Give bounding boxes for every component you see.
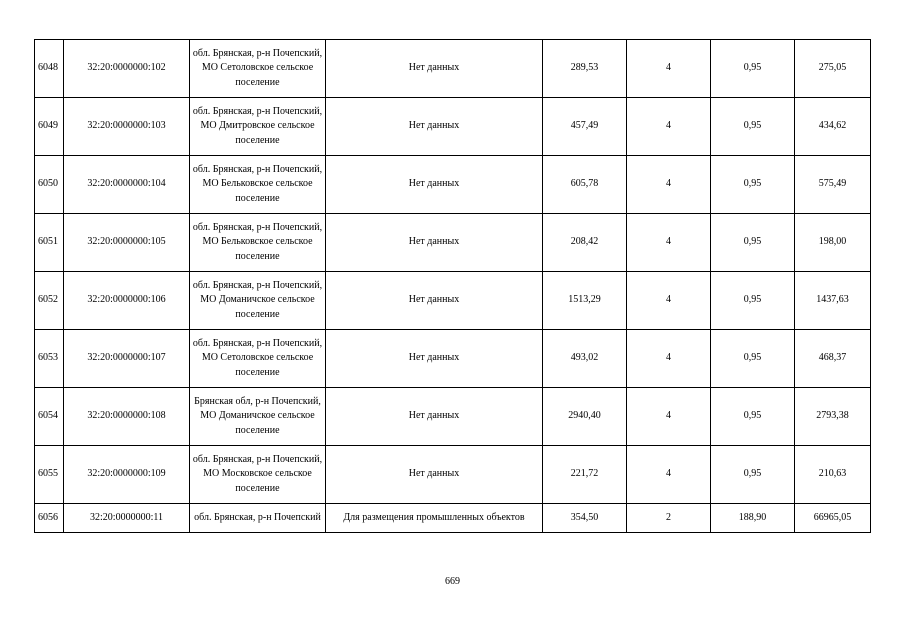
cell-area: 354,50 [543, 504, 627, 533]
cell-value: 1437,63 [795, 272, 871, 330]
cell-value: 468,37 [795, 330, 871, 388]
cell-category: 4 [627, 214, 711, 272]
cell-address: обл. Брянская, р-н Почепский, МО Московское сельское поселение [190, 446, 326, 504]
cell-purpose: Нет данных [326, 156, 543, 214]
cell-category: 4 [627, 330, 711, 388]
cell-cadastral: 32:20:0000000:103 [64, 98, 190, 156]
cell-category: 4 [627, 156, 711, 214]
cell-cadastral: 32:20:0000000:11 [64, 504, 190, 533]
table-row [35, 156, 871, 214]
cell-purpose: Нет данных [326, 330, 543, 388]
cell-category: 4 [627, 98, 711, 156]
cell-purpose: Нет данных [326, 388, 543, 446]
table-row [35, 504, 871, 533]
cell-cadastral: 32:20:0000000:109 [64, 446, 190, 504]
cell-num: 6048 [35, 40, 64, 98]
cell-area: 493,02 [543, 330, 627, 388]
cell-value: 198,00 [795, 214, 871, 272]
cell-category: 4 [627, 272, 711, 330]
cell-area: 208,42 [543, 214, 627, 272]
cell-num: 6056 [35, 504, 64, 533]
cell-value: 210,63 [795, 446, 871, 504]
cell-value: 575,49 [795, 156, 871, 214]
cell-purpose: Нет данных [326, 40, 543, 98]
cell-address: обл. Брянская, р-н Почепский, МО Сетоловское сельское поселение [190, 40, 326, 98]
cell-address: Брянская обл, р-н Почепский, МО Доманичское сельское поселение [190, 388, 326, 446]
cell-value: 434,62 [795, 98, 871, 156]
cell-coef: 0,95 [711, 214, 795, 272]
cell-area: 605,78 [543, 156, 627, 214]
cell-address: обл. Брянская, р-н Почепский, МО Сетоловское сельское поселение [190, 330, 326, 388]
cell-value: 275,05 [795, 40, 871, 98]
table-row [35, 330, 871, 388]
cell-area: 1513,29 [543, 272, 627, 330]
table-row [35, 98, 871, 156]
cell-category: 2 [627, 504, 711, 533]
cell-area: 2940,40 [543, 388, 627, 446]
cell-coef: 0,95 [711, 272, 795, 330]
cell-cadastral: 32:20:0000000:108 [64, 388, 190, 446]
cell-cadastral: 32:20:0000000:106 [64, 272, 190, 330]
cell-coef: 0,95 [711, 156, 795, 214]
table-row [35, 388, 871, 446]
page-number: 669 [445, 576, 460, 587]
cell-num: 6050 [35, 156, 64, 214]
cell-value: 66965,05 [795, 504, 871, 533]
cell-cadastral: 32:20:0000000:104 [64, 156, 190, 214]
cell-address: обл. Брянская, р-н Почепский, МО Доманичское сельское поселение [190, 272, 326, 330]
cell-num: 6049 [35, 98, 64, 156]
cell-num: 6051 [35, 214, 64, 272]
cell-purpose: Для размещения промышленных объектов [326, 504, 543, 533]
cell-address: обл. Брянская, р-н Почепский, МО Бельковское сельское поселение [190, 214, 326, 272]
table-row [35, 40, 871, 98]
cell-purpose: Нет данных [326, 446, 543, 504]
cell-value: 2793,38 [795, 388, 871, 446]
cell-cadastral: 32:20:0000000:105 [64, 214, 190, 272]
cell-num: 6053 [35, 330, 64, 388]
cell-area: 221,72 [543, 446, 627, 504]
cell-num: 6055 [35, 446, 64, 504]
cell-purpose: Нет данных [326, 98, 543, 156]
cell-category: 4 [627, 40, 711, 98]
cell-address: обл. Брянская, р-н Почепский [190, 504, 326, 533]
cell-coef: 0,95 [711, 40, 795, 98]
cell-cadastral: 32:20:0000000:107 [64, 330, 190, 388]
cell-address: обл. Брянская, р-н Почепский, МО Дмитровское сельское поселение [190, 98, 326, 156]
table-row [35, 214, 871, 272]
cell-area: 289,53 [543, 40, 627, 98]
cell-area: 457,49 [543, 98, 627, 156]
table-row [35, 272, 871, 330]
cell-category: 4 [627, 446, 711, 504]
cell-purpose: Нет данных [326, 214, 543, 272]
cell-coef: 0,95 [711, 388, 795, 446]
cell-purpose: Нет данных [326, 272, 543, 330]
cell-coef: 0,95 [711, 330, 795, 388]
cell-num: 6054 [35, 388, 64, 446]
table-row [35, 446, 871, 504]
cell-coef: 188,90 [711, 504, 795, 533]
cell-address: обл. Брянская, р-н Почепский, МО Бельковское сельское поселение [190, 156, 326, 214]
cell-num: 6052 [35, 272, 64, 330]
cell-category: 4 [627, 388, 711, 446]
cell-coef: 0,95 [711, 446, 795, 504]
data-table [34, 39, 871, 533]
cell-coef: 0,95 [711, 98, 795, 156]
cell-cadastral: 32:20:0000000:102 [64, 40, 190, 98]
